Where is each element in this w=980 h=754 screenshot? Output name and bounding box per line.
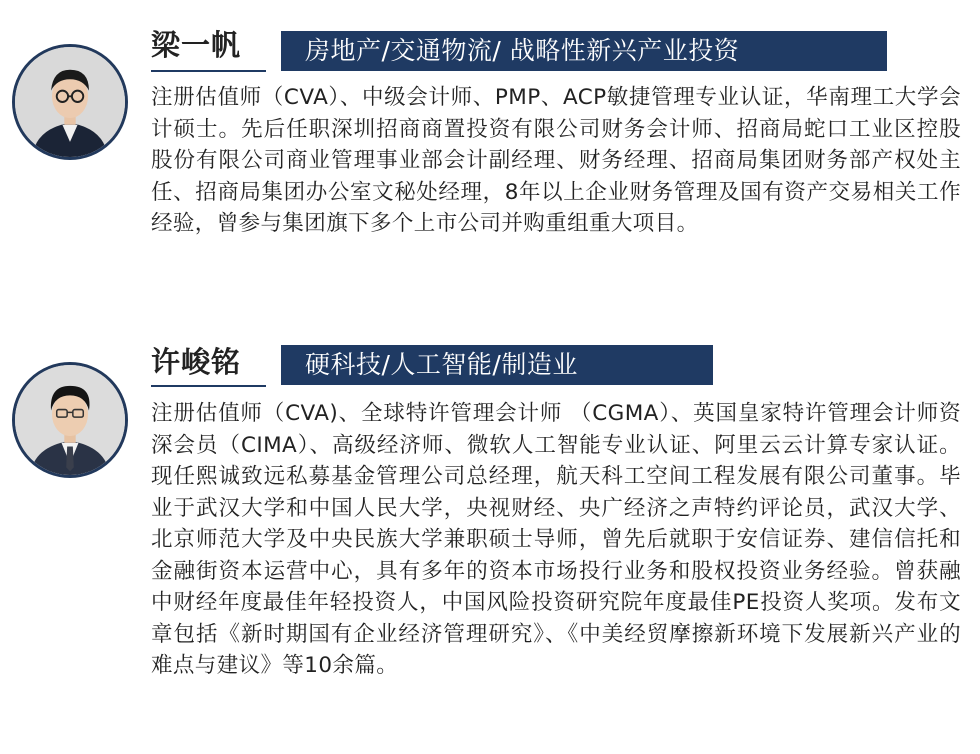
avatar bbox=[12, 362, 128, 478]
person-portrait-icon bbox=[15, 365, 125, 475]
investment-focus-tag: 硬科技/人工智能/制造业 bbox=[281, 345, 713, 385]
biography-text: 注册估值师（CVA）、中级会计师、PMP、ACP敏捷管理专业认证，华南理工大学会计硕士。先后任职深圳招商商置投资有限公司财务会计师、招商局蛇口工业区控股股份有限公司商业管理事业部会计副经理、财务经理、招商局集团财务部产权处主任、招商局集团办公室文秘处经理，8年以上企业财务管理及国有资产交易相关工作经验，曾参与集团旗下多个上市公司并购重组重大项目。 bbox=[151, 85, 961, 236]
name-underline bbox=[151, 385, 266, 387]
person-name: 梁一帆 bbox=[151, 28, 242, 62]
investment-focus-tag: 房地产/交通物流/ 战略性新兴产业投资 bbox=[281, 31, 887, 71]
person-name: 许峻铭 bbox=[151, 345, 242, 379]
biography-text: 注册估值师（CVA)、全球特许管理会计师 （CGMA）、英国皇家特许管理会计师资深会员（CIMA）、高级经济师、微软人工智能专业认证、阿里云云计算专家认证。现任熙诚致远私募基金管理公司总经理，航天科工空间工程发展有限公司董事。毕业于武汉大学和中国人民大学，央视财经、央广经济之声特约评论员，武汉大学、北京师范大学及中央民族大学兼职硕士导师，曾先后就职于安信证券、建信信托和金融街资本运营中心，具有多年的资本市场投行业务和股权投资业务经验。曾获融中财经年度最佳年轻投资人，中国风险投资研究院年度最佳PE投资人奖项。发布文章包括《新时期国有企业经济管理研究》、《中美经贸摩擦新环境下发展新兴产业的难点与建议》等10余篇。 bbox=[151, 401, 961, 678]
